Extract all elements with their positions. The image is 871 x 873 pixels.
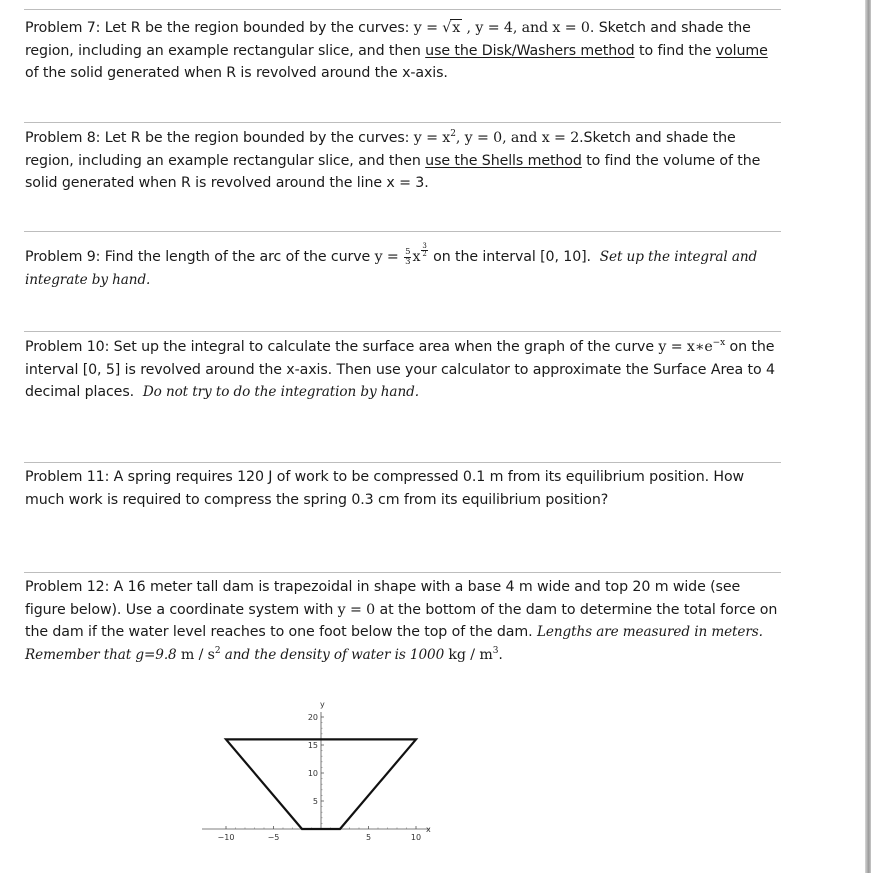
method-disk-washers: use the Disk/Washers method bbox=[425, 42, 635, 59]
divider-line bbox=[24, 572, 781, 573]
method-shells: use the Shells method bbox=[425, 152, 582, 169]
x-axis-label: x bbox=[426, 825, 431, 834]
instruction: Do not try to do the integration by hand. bbox=[142, 384, 419, 400]
y-tick-label: 10 bbox=[307, 769, 318, 778]
problem-11-label: Problem 11: bbox=[25, 469, 110, 485]
problem-8-label: Problem 8: bbox=[25, 130, 101, 146]
page-right-edge bbox=[865, 0, 871, 873]
exponent-fraction: $\frac{3}{2}$ bbox=[422, 242, 427, 258]
divider-line bbox=[24, 462, 781, 463]
dam-figure bbox=[190, 698, 450, 858]
problem-10: Problem 10: Set up the integral to calculate the surface area when the graph of the curve $y = x∗e^{-x}$ on the interval [0, 5] is revolved around the x-axis. Then use your calculator to approximate the Surface Area to 4 decimal places. Do not try to do the integration by hand. bbox=[25, 338, 775, 400]
instruction: Set up the integral and integrate by hand. bbox=[25, 249, 758, 288]
y-tick-label: 15 bbox=[307, 741, 318, 750]
sqrt-x: √x bbox=[442, 20, 461, 36]
divider-line bbox=[24, 122, 781, 123]
problem-7: Problem 7: Let R be the region bounded by the curves: y = √x , y = 4, and x = 0. Sketch and shade the region, including an example rectangular slice, and then use the Disk/Washers method to find the volume of the solid generated when R is revolved around the x-axis. bbox=[25, 17, 785, 85]
x-tick-label: −5 bbox=[267, 833, 280, 842]
divider-line bbox=[24, 231, 781, 232]
problem-9: Problem 9: Find the length of the arc of the curve y = $\frac{5}{3}$ x $\frac{3}{2}$ on the interval [0, 10]. Set up the integral and integrate by hand. bbox=[25, 242, 758, 288]
y-tick-label: 20 bbox=[307, 713, 318, 722]
divider-line bbox=[24, 331, 781, 332]
x-tick-label: −10 bbox=[217, 833, 235, 842]
problem-12: Problem 12: A 16 meter tall dam is trapezoidal in shape with a base 4 m wide and top 20 m wide (see figure below). Use a coordinate system with y = 0 at the bottom of the dam to determine the total force on the dam if the water level reaches to one foot below the top of the dam. Lengths are measured in meters. Remember that g=9.8 m / $s^2$ and the density of water is 1000 kg / $m^3$. bbox=[25, 579, 778, 663]
problem-12-label: Problem 12: bbox=[25, 579, 110, 595]
problem-8: Problem 8: Let R be the region bounded by the curves: $y = x^2$, y = 0, and x = 2.Sketch and shade the region, including an example rectangular slice, and then use the Shells method to find the volume of the solid generated when R is revolved around the line x = 3. bbox=[25, 129, 761, 191]
problem-10-label: Problem 10: bbox=[25, 339, 110, 355]
problem-9-label: Problem 9: bbox=[25, 249, 101, 265]
volume-underlined: volume bbox=[715, 42, 768, 59]
y-tick-label: 5 bbox=[312, 797, 318, 806]
problem-11: Problem 11: A spring requires 120 J of work to be compressed 0.1 m from its equilibrium position. How much work is required to compress the spring 0.3 cm from its equilibrium position? bbox=[25, 469, 745, 508]
problem-7-label: Problem 7: bbox=[25, 20, 101, 36]
y-axis-label: y bbox=[320, 700, 325, 709]
x-tick-label: 10 bbox=[410, 833, 422, 842]
divider-line bbox=[24, 9, 781, 10]
x-tick-label: 5 bbox=[365, 833, 372, 842]
coef-fraction: $\frac{5}{3}$ bbox=[405, 246, 411, 267]
